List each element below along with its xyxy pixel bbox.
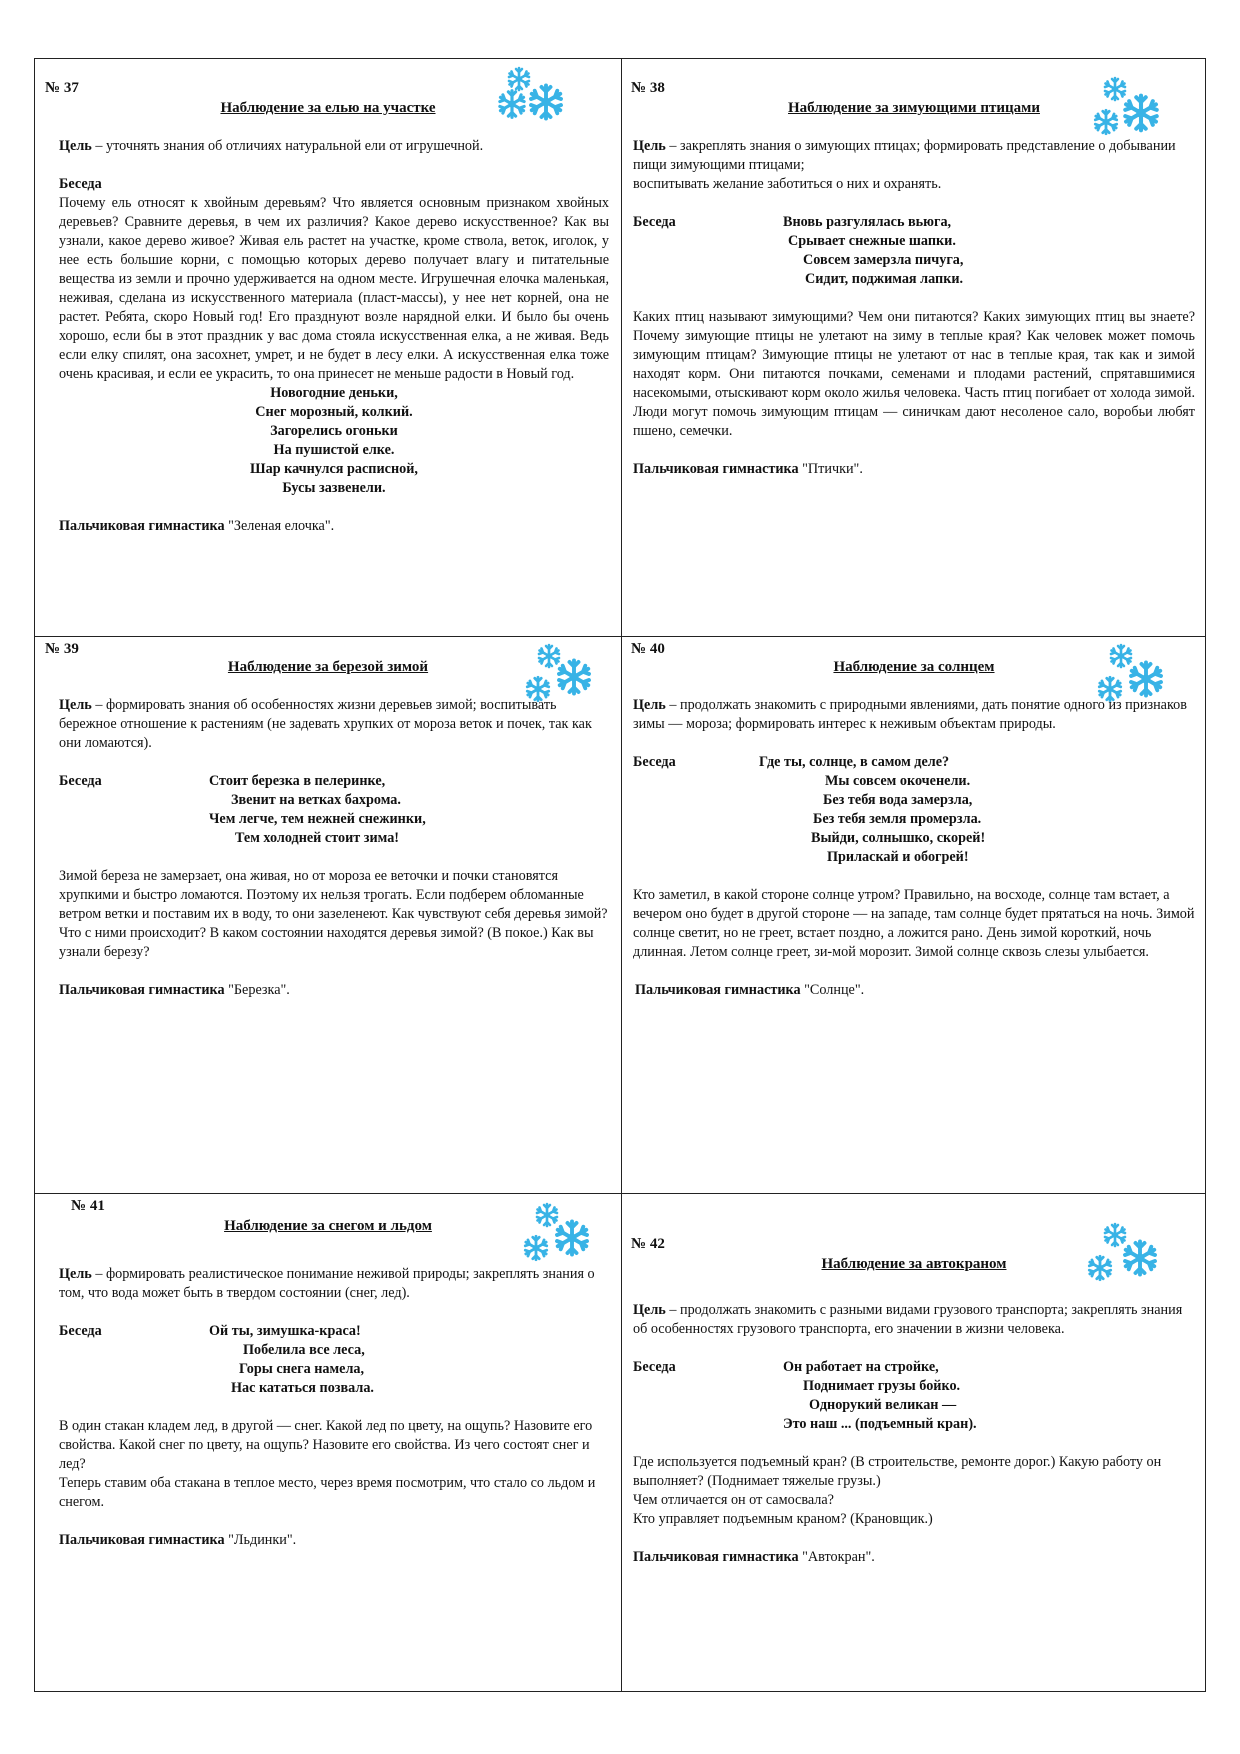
poem: Ой ты, зимушка-краса! Побелила все леса, Горы снега намела, Нас кататься позвала. [209,1323,374,1396]
card-text-continued: Чем отличается он от самосвала? [633,1492,834,1508]
card-number: № 40 [631,641,665,657]
finger-gymnastics: Пальчиковая гимнастика "Солнце". [635,982,865,998]
goal: Цель – закреплять знания о зимующих птицах; формировать представление о добывании пищи зимующими птицами; [633,138,1176,173]
talk-with-poem: Беседа Где ты, солнце, в самом деле? Мы совсем окоченели. Без тебя вода замерзла, Без тебя земля промерзла. Выйди, солнышко, скорей! Приласкай и обогрей! [633,753,1195,867]
page-frame [34,58,1206,1692]
goal: Цель – формировать реалистическое понимание неживой природы; закреплять знания о том, что вода может быть в твердом состоянии (снег, лед). [59,1266,595,1301]
card-41 [35,1193,621,1693]
goal-continued: воспитывать желание заботиться о них и охранять. [633,176,942,192]
talk-with-poem: Беседа Ой ты, зимушка-краса! Побелила все леса, Горы снега намела, Нас кататься позвала. [59,1322,609,1398]
poem: Вновь разгулялась вьюга, Срывает снежные шапки. Совсем замерзла пичуга, Сидит, поджимая лапки. [783,214,964,287]
card-text: Каких птиц называют зимующими? Чем они питаются? Каких зимующих птиц вы знаете? Почему зимующие птицы не улетают на зиму в теплые края? Как человек может помочь зимующим птицам? Зимующие птицы не улетают от нас в теплые края, так как и зимой находят корм. Они питаются почками, семенами и плодами растений, спрятавшимися насекомыми, отыскивают корм около жилья человека. Часть птиц погибает от холода зимой. Люди могут помочь зимующим птицам — синичкам дают несоленое сало, воробьи любят пшено, семечки. [633,309,1195,439]
finger-gymnastics: Пальчиковая гимнастика "Зеленая елочка". [59,518,335,534]
talk-with-poem: Беседа Вновь разгулялась вьюга, Срывает снежные шапки. Совсем замерзла пичуга, Сидит, поджимая лапки. [633,213,1195,289]
card-number: № 39 [45,641,79,657]
finger-gymnastics: Пальчиковая гимнастика "Птички". [633,461,863,477]
poem: Стоит березка в пелеринке, Звенит на ветках бахрома. Чем легче, тем нежней снежинки, Тем холодней стоит зима! [209,773,426,846]
card-title: Наблюдение за елью на участке [220,100,436,116]
poem: Новогодние деньки, Снег морозный, колкий. Загорелись огоньки На пушистой елке. Шар качнулся расписной, Бусы зазвенели. [250,385,418,496]
snowflakes-icon [521,1201,613,1275]
card-number: № 37 [45,80,79,96]
finger-gymnastics: Пальчиковая гимнастика "Льдинки". [59,1532,297,1548]
card-text-continued: Кто управляет подъемным краном? (Крановщик.) [633,1511,933,1527]
snowflakes-icon [1091,73,1183,147]
card-39 [35,636,621,1193]
talk-label: Беседа [59,176,102,192]
card-text: Зимой береза не замерзает, она живая, но от мороза ее веточки и почки становятся хрупкими и быстро ломаются. Поэтому их нельзя трогать. Если подберем обломанные ветром ветки и поставим их в воду, то они зазеленеют. Как чувствуют себя деревья зимой? Что с ними происходит? В каком состоянии находятся деревья зимой? (В покое.) Как вы узнали березу? [59,868,608,960]
card-number: № 38 [631,80,665,96]
card-38 [621,59,1207,636]
talk-with-poem: Беседа Он работает на стройке, Поднимает грузы бойко. Однорукий великан — Это наш ... (подъемный кран). [633,1358,1195,1434]
card-title: Наблюдение за автокраном [821,1256,1007,1272]
goal: Цель – продолжать знакомить с природными явлениями, дать понятие одного из признаков зимы — мороза; формировать интерес к неживым объектам природы. [633,697,1187,732]
card-number: № 41 [71,1198,105,1214]
card-title: Наблюдение за солнцем [833,659,995,675]
poem: Он работает на стройке, Поднимает грузы бойко. Однорукий великан — Это наш ... (подъемный кран). [783,1359,977,1432]
card-text: Где используется подъемный кран? (В строительстве, ремонте дорог.) Какую работу он выполняет? (Поднимает тяжелые грузы.) [633,1454,1162,1489]
card-title: Наблюдение за березой зимой [227,659,429,675]
finger-gymnastics: Пальчиковая гимнастика "Березка". [59,982,290,998]
snowflakes-icon [1085,1221,1177,1295]
goal: Цель – уточнять знания об отличиях натуральной ели от игрушечной. [59,138,484,154]
card-42 [621,1193,1207,1693]
card-37 [35,59,621,636]
card-title: Наблюдение за снегом и льдом [224,1218,432,1234]
poem: Где ты, солнце, в самом деле? Мы совсем окоченели. Без тебя вода замерзла, Без тебя земля промерзла. Выйди, солнышко, скорей! Приласкай и обогрей! [759,754,986,865]
goal: Цель – формировать знания об особенностях жизни деревьев зимой; воспитывать бережное отношение к растениям (не задевать хрупких от мороза веток и почек, так как они ломаются). [59,697,592,751]
card-text: В один стакан кладем лед, в другой — снег. Какой лед по цвету, на ощупь? Назовите его свойства. Какой снег по цвету, на ощупь? Назовите его свойства. Из чего состоят снег и лед? [59,1418,593,1472]
finger-gymnastics: Пальчиковая гимнастика "Автокран". [633,1549,875,1565]
snowflakes-icon [495,65,587,139]
card-number: № 42 [631,1236,665,1252]
talk-with-poem: Беседа Стоит березка в пелеринке, Звенит на ветках бахрома. Чем легче, тем нежней снежинки, Тем холодней стоит зима! [59,772,609,848]
card-40 [621,636,1207,1193]
goal: Цель – продолжать знакомить с разными видами грузового транспорта; закреплять знания об особенностях грузового транспорта, его значении в жизни человека. [633,1302,1183,1337]
card-title: Наблюдение за зимующими птицами [788,100,1040,116]
card-text: Кто заметил, в какой стороне солнце утром? Правильно, на восходе, солнце там встает, а вечером оно будет в другой стороне — на западе, там солнце будет прятаться на ночь. Зимой солнце светит, но не греет, встает поздно, а ложится рано. День зимой короткий, ночь длинная. Летом солнце греет, зи-мой морозит. Зимой солнце сквозь слезы улыбается. [633,887,1195,960]
card-text-continued: Теперь ставим оба стакана в теплое место, через время посмотрим, что стало со льдом и снегом. [59,1475,596,1510]
card-text: Почему ель относят к хвойным деревьям? Что является основным признаком хвойных деревьев? Сравните деревья, в чем их различия? Какое дерево искусственное? Как вы узнали, какое дерево живое? Живая ель растет на участке, кроме ствола, веток, иголок, у нее есть большие корни, с помощью которых дерево получает влагу и питательные вещества из земли и прочно удерживается на одном месте. Игрушечная елочка маленькая, неживая, сделана из искусственного материала (пласт-массы), у нее нет корней, она не растет. Ребята, скоро Новый год! Его празднуют возле нарядной елки. И было бы очень хорошо, если бы в этот праздник у вас дома стояла искусственная елка, а не живая. Ведь если елку спилят, она засохнет, умрет, и не будет в лесу елки. А искусственная елка тоже очень красивая, и если ее украсить, то она принесет не меньше радости в Новый год. [59,195,609,382]
